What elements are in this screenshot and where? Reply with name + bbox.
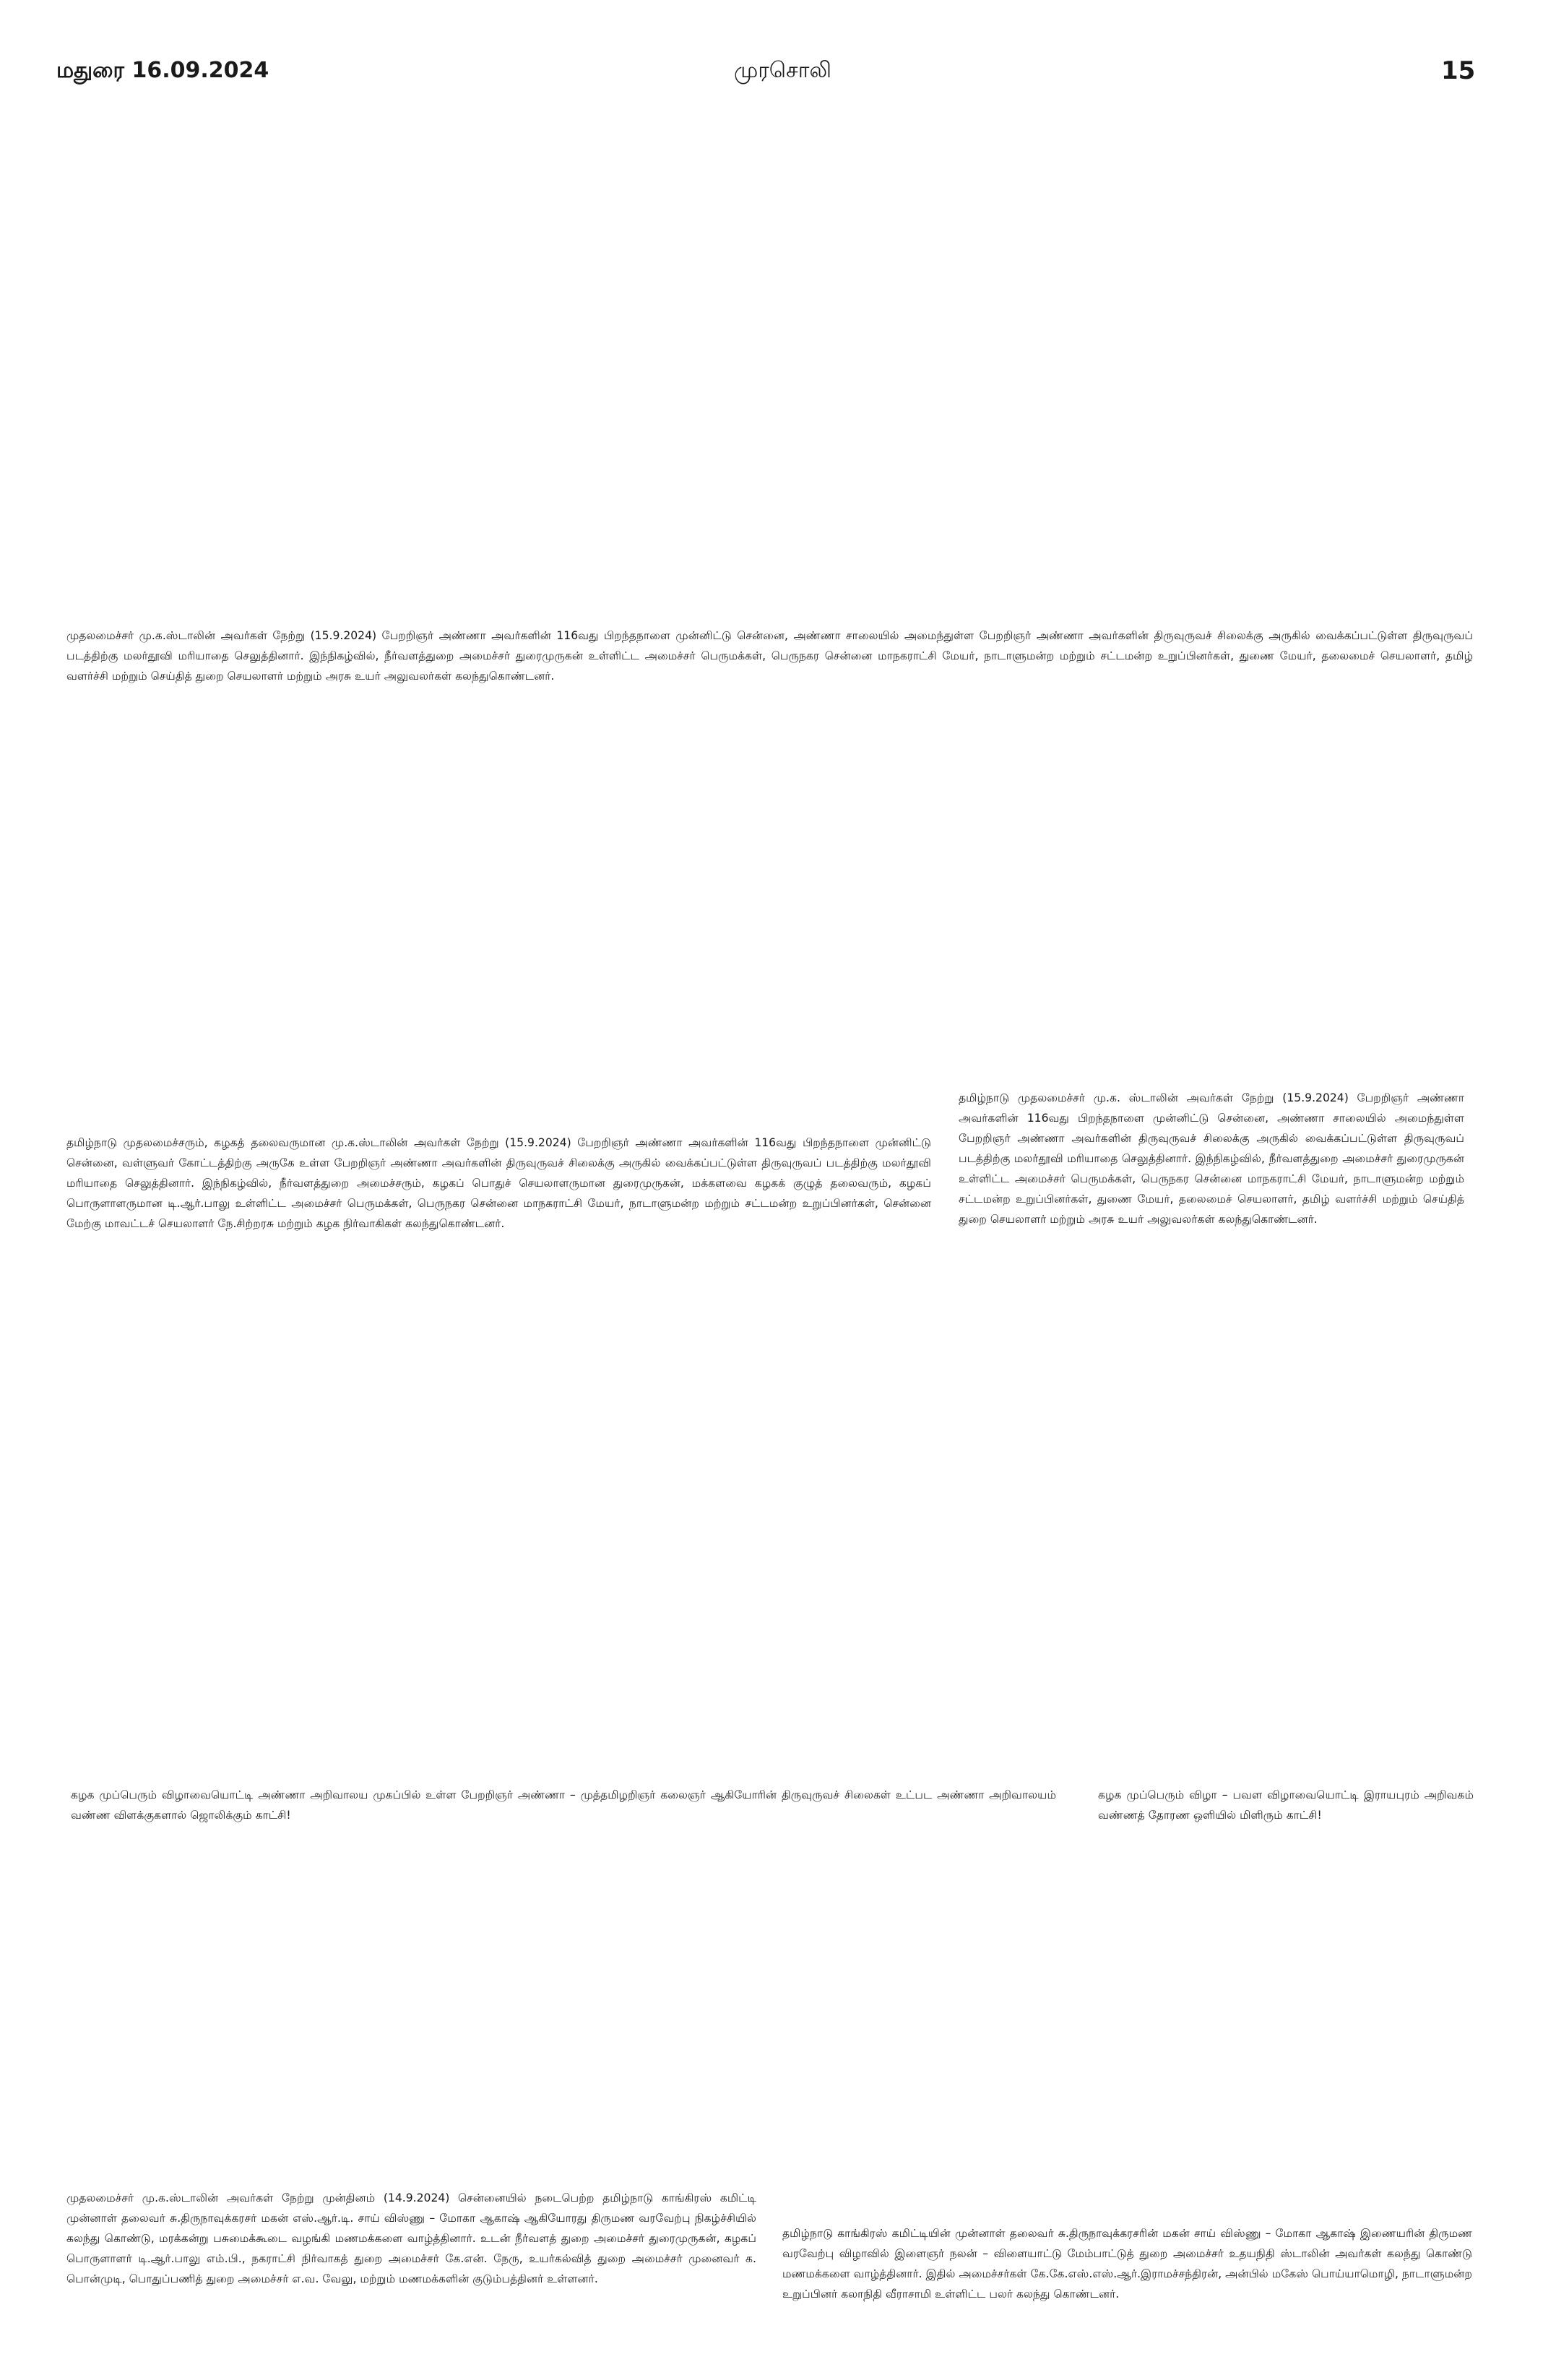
photo-caption-1: முதலமைச்சர் மு.க.ஸ்டாலின் அவர்கள் நேற்று (15.9.2024) பேறறிஞர் அண்ணா அவர்களின் 116வது பிறந்தநாளை முன்னிட்டு சென்னை, அண்ணா சாலையில் அமைந்துள்ள பேறறிஞர் அண்ணா அவர்களின் திருவுருவச் சிலைக்கு அருகில் வைக்கப்பட்டுள்ள திருவுருவப் படத்திற்கு மலர்தூவி மரியாதை செலுத்தினார். இந்நிகழ்வில், நீர்வளத்துறை அமைச்சர் துரைமுருகன் உள்ளிட்ட அமைச்சர் பெருமக்கள், பெருநகர சென்னை மாநகராட்சி மேயர், நாடாளுமன்ற மற்றும் சட்டமன்ற உறுப்பினர்கள், துணை மேயர், தலைமைச் செயலாளர், தமிழ் வளர்ச்சி மற்றும் செய்தித் துறை செயலாளர் மற்றும் அரசு உயர் அலுவலர்கள் கலந்துகொண்டனர். xyxy=(66,629,1473,683)
photo-caption-7: தமிழ்நாடு காங்கிரஸ் கமிட்டியின் முன்னாள் தலைவர் சு.திருநாவுக்கரசரின் மகன் சாய் விஸ்ணு – மோகா ஆகாஷ் இணையரின் திருமண வரவேற்பு விழாவில் இளைஞர் நலன் – விளையாட்டு மேம்பாட்டுத் துறை அமைச்சர் உதயநிதி ஸ்டாலின் அவர்கள் கலந்து கொண்டு மணமக்களை வாழ்த்தினார். இதில் அமைச்சர்கள் கே.கே.எஸ்.எஸ்.ஆர்.இராமச்சந்திரன், அன்பில் மகேஸ் பொய்யாமொழி, நாடாளுமன்ற உறுப்பினர் கலாநிதி வீராசாமி உள்ளிட்ட பலர் கலந்து கொண்டனர். xyxy=(782,2227,1472,2301)
newspaper-title: முரசொலி xyxy=(734,58,831,83)
page-number: 15 xyxy=(1441,56,1476,85)
photo-caption-5: கழக முப்பெரும் விழா – பவள விழாவையொட்டி இராயபுரம் அறிவகம் வண்ணத் தோரண ஒளியில் மிளிரும் காட்சி! xyxy=(1098,1788,1474,1822)
photo-caption-6: முதலமைச்சர் மு.க.ஸ்டாலின் அவர்கள் நேற்று முன்தினம் (14.9.2024) சென்னையில் நடைபெற்ற தமிழ்நாடு காங்கிரஸ் கமிட்டி முன்னாள் தலைவர் சு.திருநாவுக்கரசர் மகன் எஸ்.ஆர்.டி. சாய் விஸ்ணு – மோகா ஆகாஷ் ஆகியோரது திருமண வரவேற்பு நிகழ்ச்சியில் கலந்து கொண்டு, மரக்கன்று பசுமைக்கூடை வழங்கி மணமக்களை வாழ்த்தினார். உடன் நீர்வளத் துறை அமைச்சர் துரைமுருகன், கழகப் பொருளாளர் டி.ஆர்.பாலு எம்.பி., நகராட்சி நிர்வாகத் துறை அமைச்சர் கே.என். நேரு, உயர்கல்வித் துறை அமைச்சர் முனைவர் க. பொன்முடி, பொதுப்பணித் துறை அமைச்சர் எ.வ. வேலு, மற்றும் மணமக்களின் குடும்பத்தினர் உள்ளனர். xyxy=(66,2191,756,2285)
city-date: மதுரை 16.09.2024 xyxy=(56,58,269,83)
photo-caption-4: கழக முப்பெரும் விழாவையொட்டி அண்ணா அறிவாலய முகப்பில் உள்ள பேறறிஞர் அண்ணா – முத்தமிழறிஞர் கலைஞர் ஆகியோரின் திருவுருவச் சிலைகள் உட்பட அண்ணா அறிவாலயம் வண்ண விளக்குகளால் ஜொலிக்கும் காட்சி! xyxy=(71,1788,1056,1822)
photo-caption-2: தமிழ்நாடு முதலமைச்சரும், கழகத் தலைவருமான மு.க.ஸ்டாலின் அவர்கள் நேற்று (15.9.2024) பேறறிஞர் அண்ணா அவர்களின் 116வது பிறந்தநாளை முன்னிட்டு சென்னை, வள்ளுவர் கோட்டத்திற்கு அருகே உள்ள பேறறிஞர் அண்ணா அவர்களின் திருவுருவச் சிலைக்கு அருகில் வைக்கப்பட்டுள்ள திருவுருவப் படத்திற்கு மலர்தூவி மரியாதை செலுத்தினார். இந்நிகழ்வில், நீர்வளத்துறை அமைச்சரும், கழகப் பொதுச் செயலாளருமான துரைமுருகன், மக்களவை கழகக் குழுத் தலைவரும், கழகப் பொருளாளருமான டி.ஆர்.பாலு உள்ளிட்ட அமைச்சர் பெருமக்கள், பெருநகர சென்னை மாநகராட்சி மேயர், நாடாளுமன்ற மற்றும் சட்டமன்ற உறுப்பினர்கள், சென்னை மேற்கு மாவட்டச் செயலாளர் நே.சிற்றரசு மற்றும் கழக நிர்வாகிகள் கலந்துகொண்டனர். xyxy=(66,1136,931,1230)
photo-caption-3: தமிழ்நாடு முதலமைச்சர் மு.க. ஸ்டாலின் அவர்கள் நேற்று (15.9.2024) பேறறிஞர் அண்ணா அவர்களின் 116வது பிறந்தநாளை முன்னிட்டு சென்னை, அண்ணா சாலையில் அமைந்துள்ள பேறறிஞர் அண்ணா அவர்களின் திருவுருவச் சிலைக்கு அருகில் வைக்கப்பட்டுள்ள திருவுருவப் படத்திற்கு மலர்தூவி மரியாதை செலுத்தினார். இந்நிகழ்வில், நீர்வளத்துறை அமைச்சர் துரைமுருகன் உள்ளிட்ட அமைச்சர் பெருமக்கள், பெருநகர சென்னை மாநகராட்சி மேயர், நாடாளுமன்ற மற்றும் சட்டமன்ற உறுப்பினர்கள், துணை மேயர், தலைமைச் செயலாளர், தமிழ் வளர்ச்சி மற்றும் செய்தித் துறை செயலாளர் மற்றும் அரசு உயர் அலுவலர்கள் கலந்துகொண்டனர். xyxy=(959,1091,1464,1226)
